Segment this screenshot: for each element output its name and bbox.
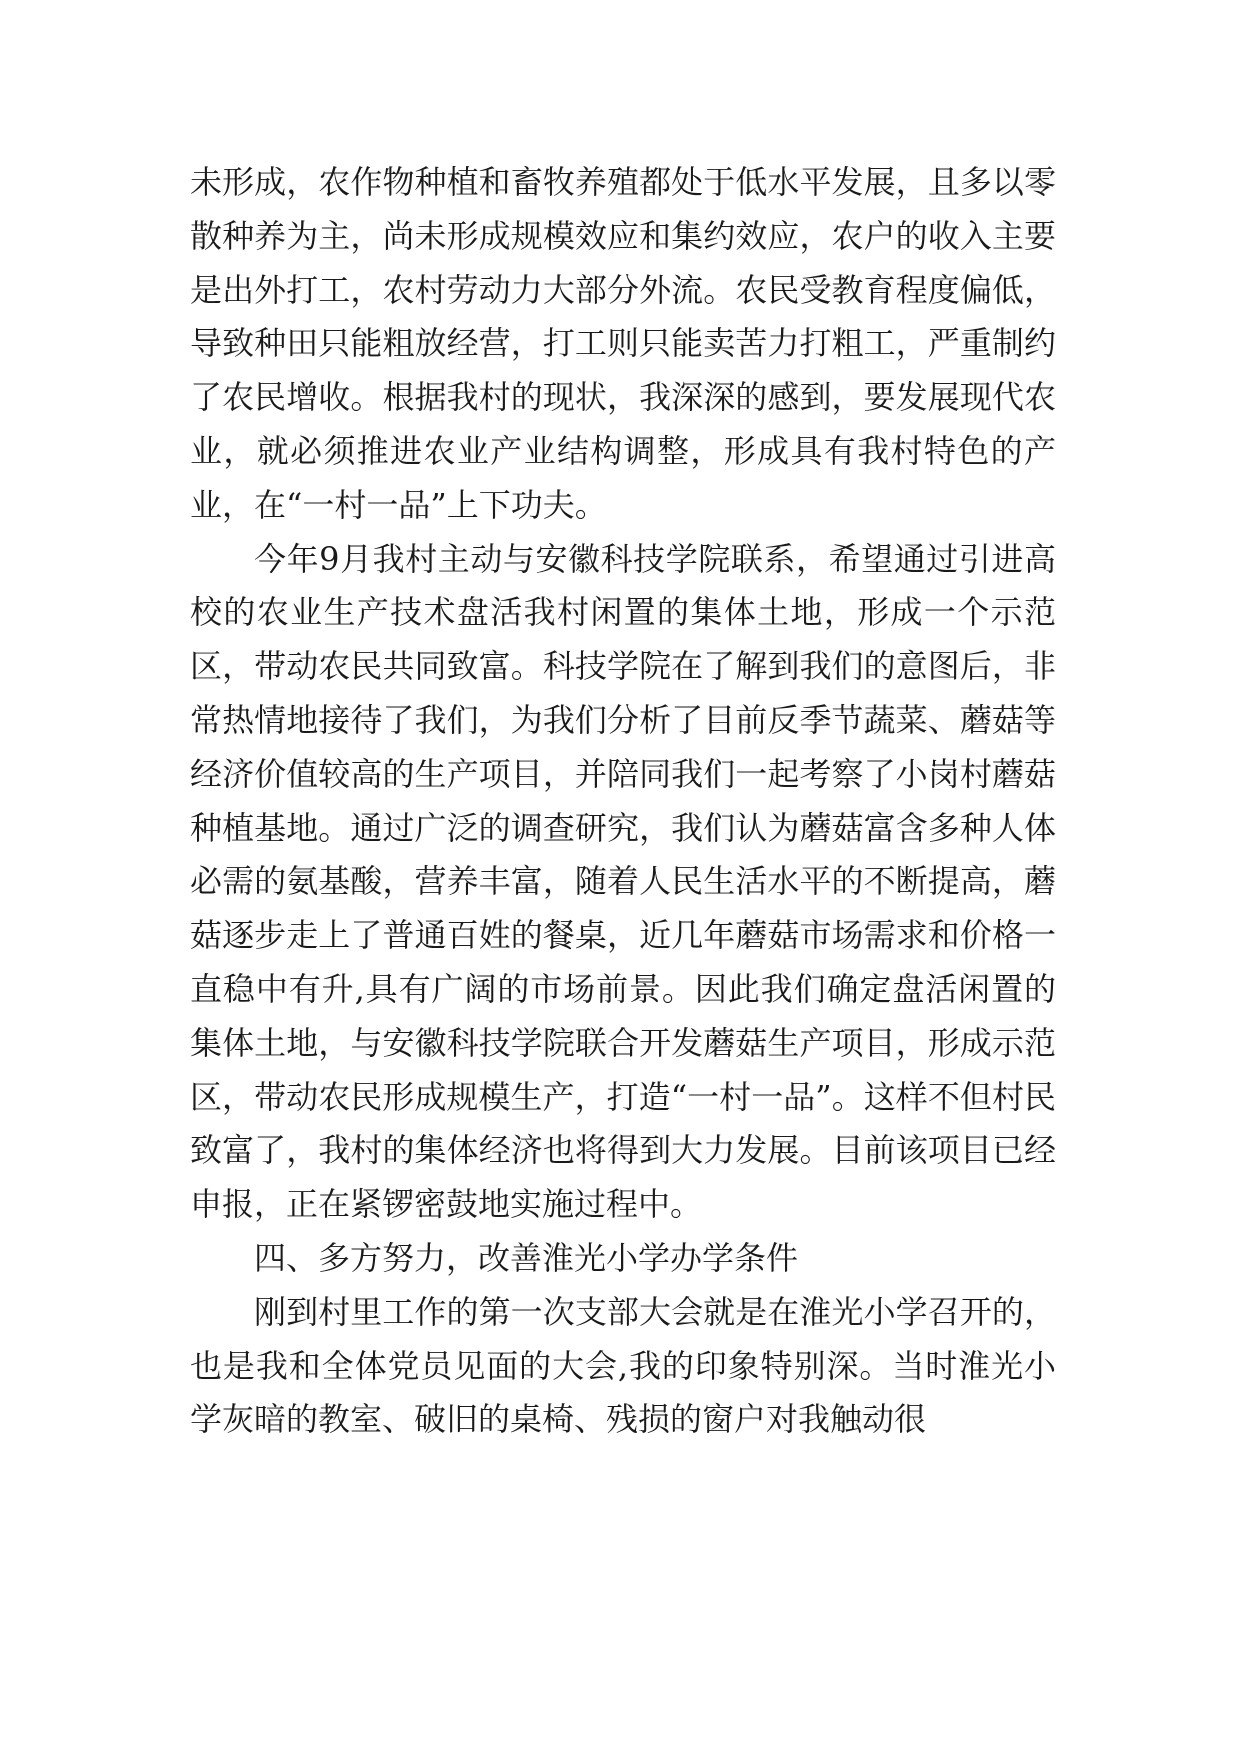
- body-text: [190, 156, 1056, 1447]
- paragraph-school: 刚到村里工作的第一次支部大会就是在淮光小学召开的，也是我和全体党员见面的大会,我的印象特别深。当时淮光小学灰暗的教室、破旧的桌椅、残损的窗户对我触动很: [190, 1292, 1056, 1439]
- paragraph-continuation: 未形成，农作物种植和畜牧养殖都处于低水平发展，且多以零散种养为主，尚未形成规模效应和集约效应，农户的收入主要是出外打工，农村劳动力大部分外流。农民受教育程度偏低，导致种田只能粗放经营，打工则只能卖苦力打粗工，严重制约了农民增收。根据我村的现状，我深深的感到，要发展现代农业，就必须推进农业产业结构调整，形成具有我村特色的产业，在“一村一品”上下功夫。: [190, 163, 1056, 524]
- paragraph-mushroom-project: 今年9月我村主动与安徽科技学院联系，希望通过引进高校的农业生产技术盘活我村闲置的集体土地，形成一个示范区，带动农民共同致富。科技学院在了解到我们的意图后，非常热情地接待了我们，为我们分析了目前反季节蔬菜、蘑菇等经济价值较高的生产项目，并陪同我们一起考察了小岗村蘑菇种植基地。通过广泛的调查研究，我们认为蘑菇富含多种人体必需的氨基酸，营养丰富，随着人民生活水平的不断提高，蘑菇逐步走上了普通百姓的餐桌，近几年蘑菇市场需求和价格一直稳中有升,具有广阔的市场前景。因此我们确定盘活闲置的集体土地，与安徽科技学院联合开发蘑菇生产项目，形成示范区，带动农民形成规模生产，打造“一村一品”。这样不但村民致富了，我村的集体经济也将得到大力发展。目前该项目已经申报，正在紧锣密鼓地实施过程中。: [190, 539, 1056, 1224]
- section-heading: 四、多方努力，改善淮光小学办学条件: [254, 1238, 799, 1277]
